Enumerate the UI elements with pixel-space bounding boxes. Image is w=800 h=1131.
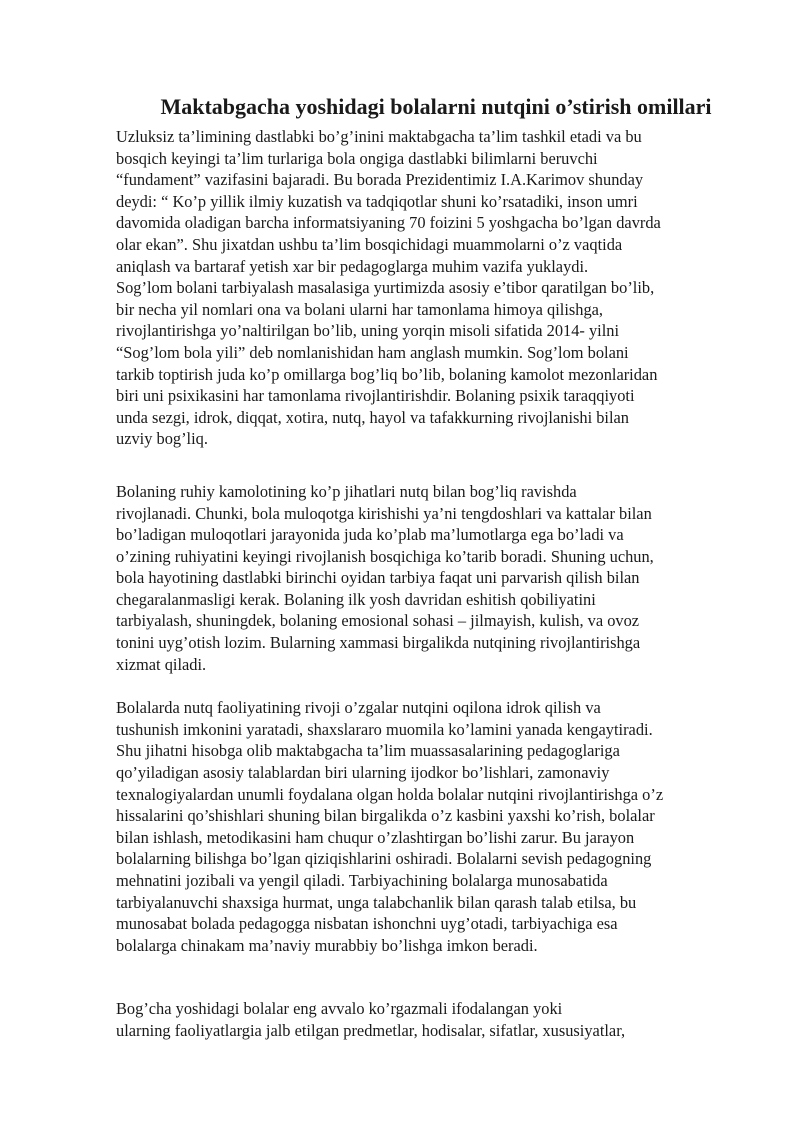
document-title: Maktabgacha yoshidagi bolalarni nutqini o’stirish omillari bbox=[160, 94, 712, 119]
paragraph-speech-activity: Bolalarda nutq faoliyatining rivoji o’zgalar nutqini oqilona idrok qilish va tushunish imkonini yaratadi, shaxslararo muomila ko’lamini yanada kengaytiradi. Shu jihatni hisobga olib maktabgacha ta’lim muassasalarining pedagoglariga qo’yiladigan asosiy talablardan biri ularning ijodkor bo’lishlari, zamonaviy texnalogiyalardan unumli foydalana olgan holda bolalar nutqini rivojlantirishga o’z hissalarini qo’shishlari shuning bilan birgalikda o’z kasbini yaxshi ko’rish, bolalar bilan ishlash, metodikasini ham chuqur o’zlashtirgan bo’lishi zarur. Bu jarayon bolalarning bilishga bo’lgan qiziqishlarini oshiradi. Bolalarni sevish pedagogning mehnatini jozibali va yengil qiladi. Tarbiyachining bolalarga munosabatida tarbiyalanuvchi shaxsiga hurmat, unga talabchanlik bilan qarash talab etilsa, bu munosabat bolada pedagogga nisbatan ishonchni uyg’otadi, tarbiyachiga esa bolalarga chinakam ma’naviy murabbiy bo’lishga imkon beradi. bbox=[116, 698, 664, 955]
document-page bbox=[116, 92, 746, 1042]
paragraph-speech-development: Bolaning ruhiy kamolotining ko’p jihatlari nutq bilan bog’liq ravishda rivojlanadi. Chunki, bola muloqotga kirishishi ya’ni tengdoshlari va kattalar bilan bo’ladigan muloqotlari jarayonida juda ko’plab ma’lumotlarga ega bo’ladi va o’zining ruhiyatini keyingi rivojlanish bosqichiga ko’tarib boradi. Shuning uchun, bola hayotining dastlabki birinchi oyidan tarbiya faqat uni parvarish qilish bilan chegaralanmasligi kerak. Bolaning ilk yosh davridan eshitish qobiliyatini tarbiyalash, shuningdek, bolaning emosional sohasi – jilmayish, kulish, va ovoz tonini uyg’otish lozim. Bularning xammasi birgalikda nutqining rivojlantirishga xizmat qiladi. bbox=[116, 481, 654, 674]
paragraph-intro: Uzluksiz ta’limining dastlabki bo’g’inini maktabgacha ta’lim tashkil etadi va bu bosqich keyingi ta’lim turlariga bola ongiga dastlabki bilimlarni beruvchi “fundament” vazifasini bajaradi. Bu borada Prezidentimiz I.A.Karimov shunday deydi: “ Ko’p yillik ilmiy kuzatish va tadqiqotlar shuni ko’rsatadiki, inson umri davomida oladigan barcha informatsiyaning 70 foizini 5 yoshgacha bo’lgan davrda olar ekan”. Shu jixatdan ushbu ta’lim bosqichidagi muammolarni o’z vaqtida aniqlash va bartaraf yetish xar bir pedagoglarga muhim vazifa yuklaydi. Sog’lom bolani tarbiyalash masalasiga yurtimizda asosiy e’tibor qaratilgan bo’lib, bir necha yil nomlari ona va bolani ularni har tamonlama himoya qilishga, rivojlantirishga yo’naltirilgan bo’lib, uning yorqin misoli sifatida 2014- yilni “Sog’lom bola yili” deb nomlanishidan ham anglash mumkin. Sog’lom bolani tarkib toptirish juda ko’p omillarga bog’liq bo’lib, bolaning kamolot mezonlaridan biri uni psixikasini har tamonlama rivojlantirishdir. Bolaning psixik taraqqiyoti unda sezgi, idrok, diqqat, xotira, nutq, hayol va tafakkurning rivojlanishi bilan uzviy bog’liq. bbox=[116, 127, 661, 449]
paragraph-kindergarten-age: Bog’cha yoshidagi bolalar eng avvalo ko’rgazmali ifodalangan yoki ularning faoliyatlargia jalb etilgan predmetlar, hodisalar, sifatlar, xususiyatlar, bbox=[116, 999, 626, 1040]
